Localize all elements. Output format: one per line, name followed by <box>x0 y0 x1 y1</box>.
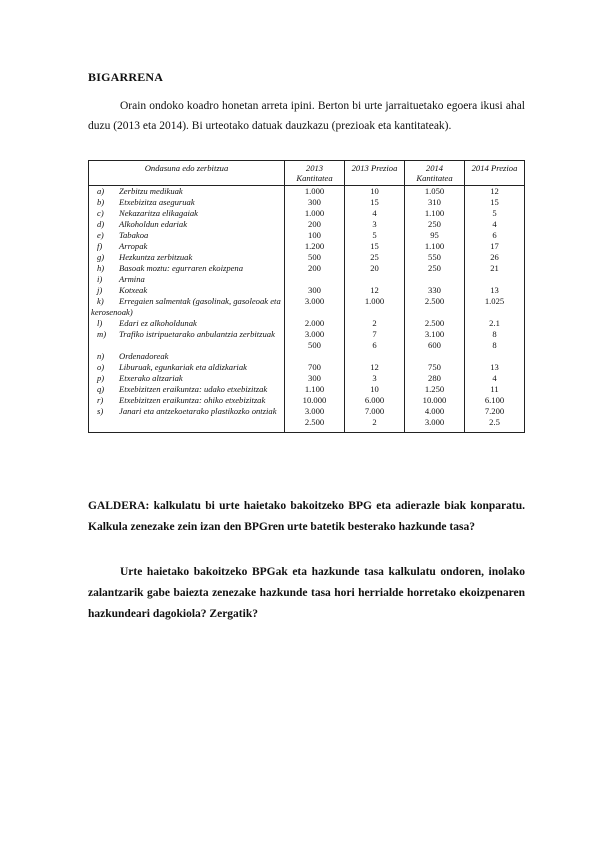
value-cell-v1: 300 <box>285 373 345 384</box>
value-cell-v2: 4 <box>345 208 405 219</box>
item-cell <box>89 252 285 263</box>
item-marker: m) <box>97 329 107 339</box>
value-cell-v3: 310 <box>405 197 465 208</box>
value-cell-v1: 1.000 <box>285 208 345 219</box>
item-cell <box>89 296 285 318</box>
value-cell-v1: 1.000 <box>285 186 345 198</box>
value-cell-v3 <box>405 274 465 285</box>
item-marker: o) <box>97 362 105 372</box>
table-row <box>89 296 525 318</box>
item-marker: p) <box>97 373 105 383</box>
item-marker: a) <box>97 186 105 196</box>
table-row <box>89 340 525 351</box>
table-row <box>89 285 525 296</box>
item-marker: k) <box>97 296 104 306</box>
value-cell-v4 <box>465 274 525 285</box>
header-2014-quantity: 2014 Kantitatea <box>405 161 465 186</box>
item-label: Basoak moztu: egurraren ekoizpena <box>119 263 244 273</box>
value-cell-v4: 13 <box>465 285 525 296</box>
table-header-row <box>89 161 525 186</box>
item-cell <box>89 230 285 241</box>
value-cell-v4: 7.200 <box>465 406 525 417</box>
value-cell-v1: 700 <box>285 362 345 373</box>
goods-table <box>88 160 525 433</box>
item-marker: s) <box>97 406 104 416</box>
item-label: Tabakoa <box>119 230 149 240</box>
item-marker: i) <box>97 274 103 284</box>
value-cell-v1: 200 <box>285 263 345 274</box>
item-cell <box>89 406 285 417</box>
value-cell-v4: 13 <box>465 362 525 373</box>
value-cell-v4: 8 <box>465 340 525 351</box>
value-cell-v3: 250 <box>405 219 465 230</box>
item-marker: j) <box>97 285 103 295</box>
item-marker: q) <box>97 384 105 394</box>
header-2013-quantity: 2013 Kantitatea <box>285 161 345 186</box>
value-cell-v1: 200 <box>285 219 345 230</box>
item-cell <box>89 241 285 252</box>
value-cell-v4: 1.025 <box>465 296 525 318</box>
item-label: Ordenadoreak <box>119 351 169 361</box>
value-cell-v3: 1.100 <box>405 208 465 219</box>
item-label: Etxebizitzen eraikuntza: udako etxebizitzak <box>119 384 268 394</box>
item-cell <box>89 208 285 219</box>
item-marker: n) <box>97 351 105 361</box>
value-cell-v4: 2.1 <box>465 318 525 329</box>
value-cell-v3: 10.000 <box>405 395 465 406</box>
table-row <box>89 241 525 252</box>
value-cell-v1: 2.000 <box>285 318 345 329</box>
item-marker: f) <box>97 241 103 251</box>
table-row <box>89 252 525 263</box>
value-cell-v2: 2 <box>345 417 405 433</box>
item-label: Edari ez alkoholdunak <box>119 318 197 328</box>
table-row <box>89 219 525 230</box>
value-cell-v2: 3 <box>345 219 405 230</box>
value-cell-v2: 10 <box>345 384 405 395</box>
value-cell-v4: 4 <box>465 219 525 230</box>
item-cell <box>89 219 285 230</box>
item-label: Alkoholdun edariak <box>119 219 188 229</box>
item-cell <box>89 329 285 340</box>
value-cell-v2: 3 <box>345 373 405 384</box>
table-row <box>89 417 525 433</box>
item-label: Armina <box>119 274 145 284</box>
table-row <box>89 230 525 241</box>
value-cell-v4: 12 <box>465 186 525 198</box>
value-cell-v1 <box>285 351 345 362</box>
value-cell-v2: 10 <box>345 186 405 198</box>
value-cell-v4: 11 <box>465 384 525 395</box>
intro-paragraph: Orain ondoko koadro honetan arreta ipini. Berton bi urte jarraituetako egoera ikusi ahal duzu (2013 eta 2014). Bi urteotako datuak dauzkazu (prezioak eta kantitateak). <box>88 100 525 132</box>
item-marker: g) <box>97 252 105 262</box>
value-cell-v1: 3.000 <box>285 406 345 417</box>
item-label: Trafiko istripuetarako anbulantzia zerbitzuak <box>119 329 275 339</box>
item-label: Erregaien salmentak (gasolinak, gasoleoak eta kerosenoak) <box>91 296 281 317</box>
value-cell-v2: 20 <box>345 263 405 274</box>
value-cell-v1: 300 <box>285 197 345 208</box>
value-cell-v4: 15 <box>465 197 525 208</box>
table-row <box>89 197 525 208</box>
item-marker: r) <box>97 395 104 405</box>
value-cell-v1: 300 <box>285 285 345 296</box>
value-cell-v2 <box>345 274 405 285</box>
value-cell-v3: 330 <box>405 285 465 296</box>
table-row <box>89 208 525 219</box>
value-cell-v3: 1.100 <box>405 241 465 252</box>
value-cell-v2: 12 <box>345 285 405 296</box>
item-cell <box>89 395 285 406</box>
table-row <box>89 395 525 406</box>
value-cell-v1: 2.500 <box>285 417 345 433</box>
value-cell-v4: 6 <box>465 230 525 241</box>
item-label: Liburuak, egunkariak eta aldizkariak <box>119 362 247 372</box>
value-cell-v3: 3.100 <box>405 329 465 340</box>
item-cell <box>89 318 285 329</box>
item-label: Hezkuntza zerbitzuak <box>119 252 193 262</box>
value-cell-v4: 6.100 <box>465 395 525 406</box>
value-cell-v2: 12 <box>345 362 405 373</box>
value-cell-v1: 500 <box>285 252 345 263</box>
item-marker: h) <box>97 263 105 273</box>
item-cell <box>89 197 285 208</box>
item-cell <box>89 384 285 395</box>
table-row <box>89 351 525 362</box>
value-cell-v4: 4 <box>465 373 525 384</box>
value-cell-v4: 8 <box>465 329 525 340</box>
value-cell-v3: 3.000 <box>405 417 465 433</box>
value-cell-v1: 1.200 <box>285 241 345 252</box>
item-label: Arropak <box>119 241 148 251</box>
question-two: Urte haietako bakoitzeko BPGak eta hazkunde tasa kalkulatu ondoren, inolako zalantzarik gabe baiezta zenezake hazkunde tasa hori herrialde horretako ekoizpenaren hazkundeari dagokiola? Zergatik? <box>88 566 525 620</box>
header-2014-price: 2014 Prezioa <box>465 161 525 186</box>
item-label: Nekazaritza elikagaiak <box>119 208 199 218</box>
value-cell-v1: 3.000 <box>285 296 345 318</box>
header-2013-price: 2013 Prezioa <box>345 161 405 186</box>
table-row <box>89 318 525 329</box>
item-marker: e) <box>97 230 104 240</box>
value-cell-v1: 10.000 <box>285 395 345 406</box>
value-cell-v2: 15 <box>345 197 405 208</box>
value-cell-v4: 2.5 <box>465 417 525 433</box>
item-cell <box>89 373 285 384</box>
item-marker: c) <box>97 208 104 218</box>
value-cell-v1 <box>285 274 345 285</box>
item-cell <box>89 351 285 362</box>
table-row <box>89 362 525 373</box>
table-row <box>89 186 525 198</box>
item-label: Zerbitzu medikuak <box>119 186 183 196</box>
value-cell-v3: 2.500 <box>405 296 465 318</box>
item-label: Etxebizitza aseguruak <box>119 197 195 207</box>
item-marker: b) <box>97 197 105 207</box>
table-row <box>89 263 525 274</box>
value-cell-v4: 17 <box>465 241 525 252</box>
table-row <box>89 373 525 384</box>
value-cell-v3: 4.000 <box>405 406 465 417</box>
value-cell-v4: 5 <box>465 208 525 219</box>
value-cell-v2: 2 <box>345 318 405 329</box>
value-cell-v3: 280 <box>405 373 465 384</box>
value-cell-v4: 21 <box>465 263 525 274</box>
value-cell-v1: 1.100 <box>285 384 345 395</box>
value-cell-v3: 750 <box>405 362 465 373</box>
item-label: Kotxeak <box>119 285 148 295</box>
value-cell-v2: 25 <box>345 252 405 263</box>
item-cell <box>89 362 285 373</box>
item-cell <box>89 263 285 274</box>
question-one: GALDERA: kalkulatu bi urte haietako bakoitzeko BPG eta adierazle biak konparatu. Kalkula zenezake zein izan den BPGren urte batetik besterako hazkunde tasa? <box>88 500 525 533</box>
item-label: Janari eta antzekoetarako plastikozko ontziak <box>119 406 277 416</box>
table-row <box>89 329 525 340</box>
section-heading: BIGARRENA <box>88 70 164 84</box>
item-label: Etxerako altzariak <box>119 373 183 383</box>
header-label: Ondasuna edo zerbitzua <box>89 161 285 186</box>
value-cell-v2: 6.000 <box>345 395 405 406</box>
value-cell-v4 <box>465 351 525 362</box>
value-cell-v3: 1.250 <box>405 384 465 395</box>
value-cell-v4: 26 <box>465 252 525 263</box>
value-cell-v2 <box>345 351 405 362</box>
value-cell-v3: 95 <box>405 230 465 241</box>
value-cell-v3: 600 <box>405 340 465 351</box>
value-cell-v1: 100 <box>285 230 345 241</box>
item-marker: d) <box>97 219 105 229</box>
value-cell-v2: 7 <box>345 329 405 340</box>
value-cell-v2: 1.000 <box>345 296 405 318</box>
value-cell-v2: 5 <box>345 230 405 241</box>
item-cell <box>89 274 285 285</box>
value-cell-v1: 3.000 <box>285 329 345 340</box>
value-cell-v3 <box>405 351 465 362</box>
value-cell-v3: 1.050 <box>405 186 465 198</box>
value-cell-v2: 6 <box>345 340 405 351</box>
table-row <box>89 406 525 417</box>
item-marker: l) <box>97 318 103 328</box>
value-cell-v2: 7.000 <box>345 406 405 417</box>
table-row <box>89 384 525 395</box>
value-cell-v3: 250 <box>405 263 465 274</box>
item-cell <box>89 285 285 296</box>
value-cell-v1: 500 <box>285 340 345 351</box>
item-label: Etxebizitzen eraikuntza: ohiko etxebizitzak <box>119 395 266 405</box>
item-cell <box>89 186 285 198</box>
value-cell-v3: 550 <box>405 252 465 263</box>
value-cell-v2: 15 <box>345 241 405 252</box>
value-cell-v3: 2.500 <box>405 318 465 329</box>
item-cell <box>89 417 285 433</box>
item-cell <box>89 340 285 351</box>
table-row <box>89 274 525 285</box>
